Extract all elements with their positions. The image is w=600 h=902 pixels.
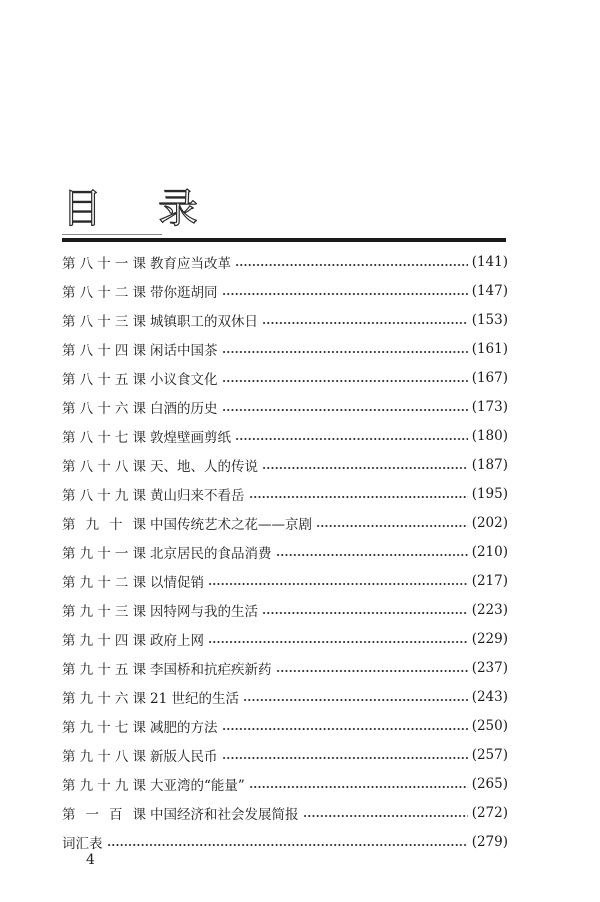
dot-leader [222,757,468,759]
toc-lesson-title: 闲话中国茶 [150,342,218,359]
toc-page-number: (210) [471,543,508,560]
toc-lesson-title: 天、地、人的传说 [150,458,258,475]
dot-leader [303,815,468,817]
toc-entry [62,276,508,305]
toc-lesson-number: 第九十一课 [62,545,146,562]
toc-page-number: (237) [471,659,508,676]
toc-lesson-title: 21 世纪的生活 [150,690,239,707]
toc-lesson-number: 第八十四课 [62,342,146,359]
toc-page-number: (243) [471,688,508,705]
toc-lesson-number: 第八十八课 [62,458,146,475]
dot-leader [235,264,468,266]
toc-page-number: (257) [471,746,508,763]
toc-entry [62,682,508,711]
heading-char-2: 录 [158,186,198,232]
toc-lesson-number: 第八十九课 [62,487,146,504]
dot-leader [235,438,468,440]
toc-entry [62,798,508,827]
dot-leader [249,786,468,788]
toc-entry [62,624,508,653]
toc-page-number: (202) [471,514,508,531]
toc-entry [62,595,508,624]
toc-lesson-number: 第一百课 [62,806,146,823]
dot-leader [276,670,468,672]
toc-entry [62,566,508,595]
toc-lesson-number: 第八十一课 [62,255,146,272]
toc-lesson-number: 第九十课 [62,516,146,533]
toc-lesson-number: 第九十三课 [62,603,146,620]
toc-entry [62,508,508,537]
dot-leader [222,728,468,730]
heading-rule [62,238,506,242]
toc-lesson-title: 因特网与我的生活 [150,603,258,620]
toc-lesson-title: 中国经济和社会发展简报 [150,806,299,823]
toc-page-number: (153) [471,311,508,328]
dot-leader [222,351,468,353]
toc-lesson-title: 以情促销 [150,574,204,591]
dot-leader [222,380,468,382]
toc-lesson-title: 中国传统艺术之花——京剧 [150,516,312,533]
dot-leader [316,525,468,527]
toc-page-number: (265) [471,775,508,792]
toc-lesson-title: 黄山归来不看岳 [150,487,245,504]
toc-lesson-number: 第九十五课 [62,661,146,678]
dot-leader [222,293,468,295]
toc-page-number: (229) [471,630,508,647]
toc-lesson-number: 第八十七课 [62,429,146,446]
dot-leader [208,583,468,585]
toc-entry [62,711,508,740]
toc-lesson-number: 第九十九课 [62,777,146,794]
toc-entry [62,305,508,334]
toc-entry [62,421,508,450]
toc-page-number: (217) [471,572,508,589]
toc-lesson-title: 小议食文化 [150,371,218,388]
toc-lesson-title: 白酒的历史 [150,400,218,417]
toc-entry [62,392,508,421]
toc-lesson-title: 新版人民币 [150,748,218,765]
dot-leader [222,409,468,411]
toc-lesson-title: 教育应当改革 [150,255,231,272]
toc-page-number: (272) [471,804,508,821]
dot-leader [276,554,468,556]
toc-lesson-title: 城镇职工的双休日 [150,313,258,330]
toc-page-number: (173) [471,398,508,415]
toc-lesson-number: 第八十五课 [62,371,146,388]
heading-char-1: 目 [62,186,102,232]
toc-page-number: (147) [471,282,508,299]
toc-heading [62,187,262,235]
toc-list [62,247,508,856]
toc-entry [62,334,508,363]
dot-leader [262,612,468,614]
toc-lesson-number: 第八十二课 [62,284,146,301]
toc-entry [62,740,508,769]
toc-page-number: (167) [471,369,508,386]
toc-entry [62,653,508,682]
toc-lesson-title: 李国桥和抗疟疾新药 [150,661,272,678]
dot-leader [243,699,468,701]
toc-page-number: (195) [471,485,508,502]
toc-lesson-title: 北京居民的食品消费 [150,545,272,562]
toc-lesson-title: 大亚湾的“能量” [150,777,245,794]
toc-page-number: (180) [471,427,508,444]
toc-page-number: (250) [471,717,508,734]
toc-entry [62,537,508,566]
toc-lesson-title: 敦煌壁画剪纸 [150,429,231,446]
toc-entry [62,450,508,479]
dot-leader [262,322,468,324]
toc-entry-vocabulary [62,827,508,856]
page-number: 4 [86,852,95,868]
vocabulary-page-number: (279) [471,833,508,850]
toc-lesson-number: 第九十四课 [62,632,146,649]
toc-page-number: (187) [471,456,508,473]
toc-entry [62,769,508,798]
vocabulary-title: 词汇表 [62,835,103,852]
toc-entry [62,247,508,276]
heading-underline-thin [62,234,162,235]
dot-leader [208,641,468,643]
dot-leader [107,844,468,846]
toc-lesson-number: 第八十六课 [62,400,146,417]
toc-lesson-number: 第九十二课 [62,574,146,591]
toc-lesson-title: 减肥的方法 [150,719,218,736]
toc-lesson-number: 第九十七课 [62,719,146,736]
toc-lesson-number: 第九十八课 [62,748,146,765]
toc-lesson-number: 第九十六课 [62,690,146,707]
toc-entry [62,363,508,392]
toc-lesson-number: 第八十三课 [62,313,146,330]
toc-lesson-title: 带你逛胡同 [150,284,218,301]
toc-page-number: (223) [471,601,508,618]
toc-lesson-title: 政府上网 [150,632,204,649]
toc-page-number: (141) [471,253,508,270]
toc-page-number: (161) [471,340,508,357]
dot-leader [249,496,468,498]
dot-leader [262,467,468,469]
toc-entry [62,479,508,508]
